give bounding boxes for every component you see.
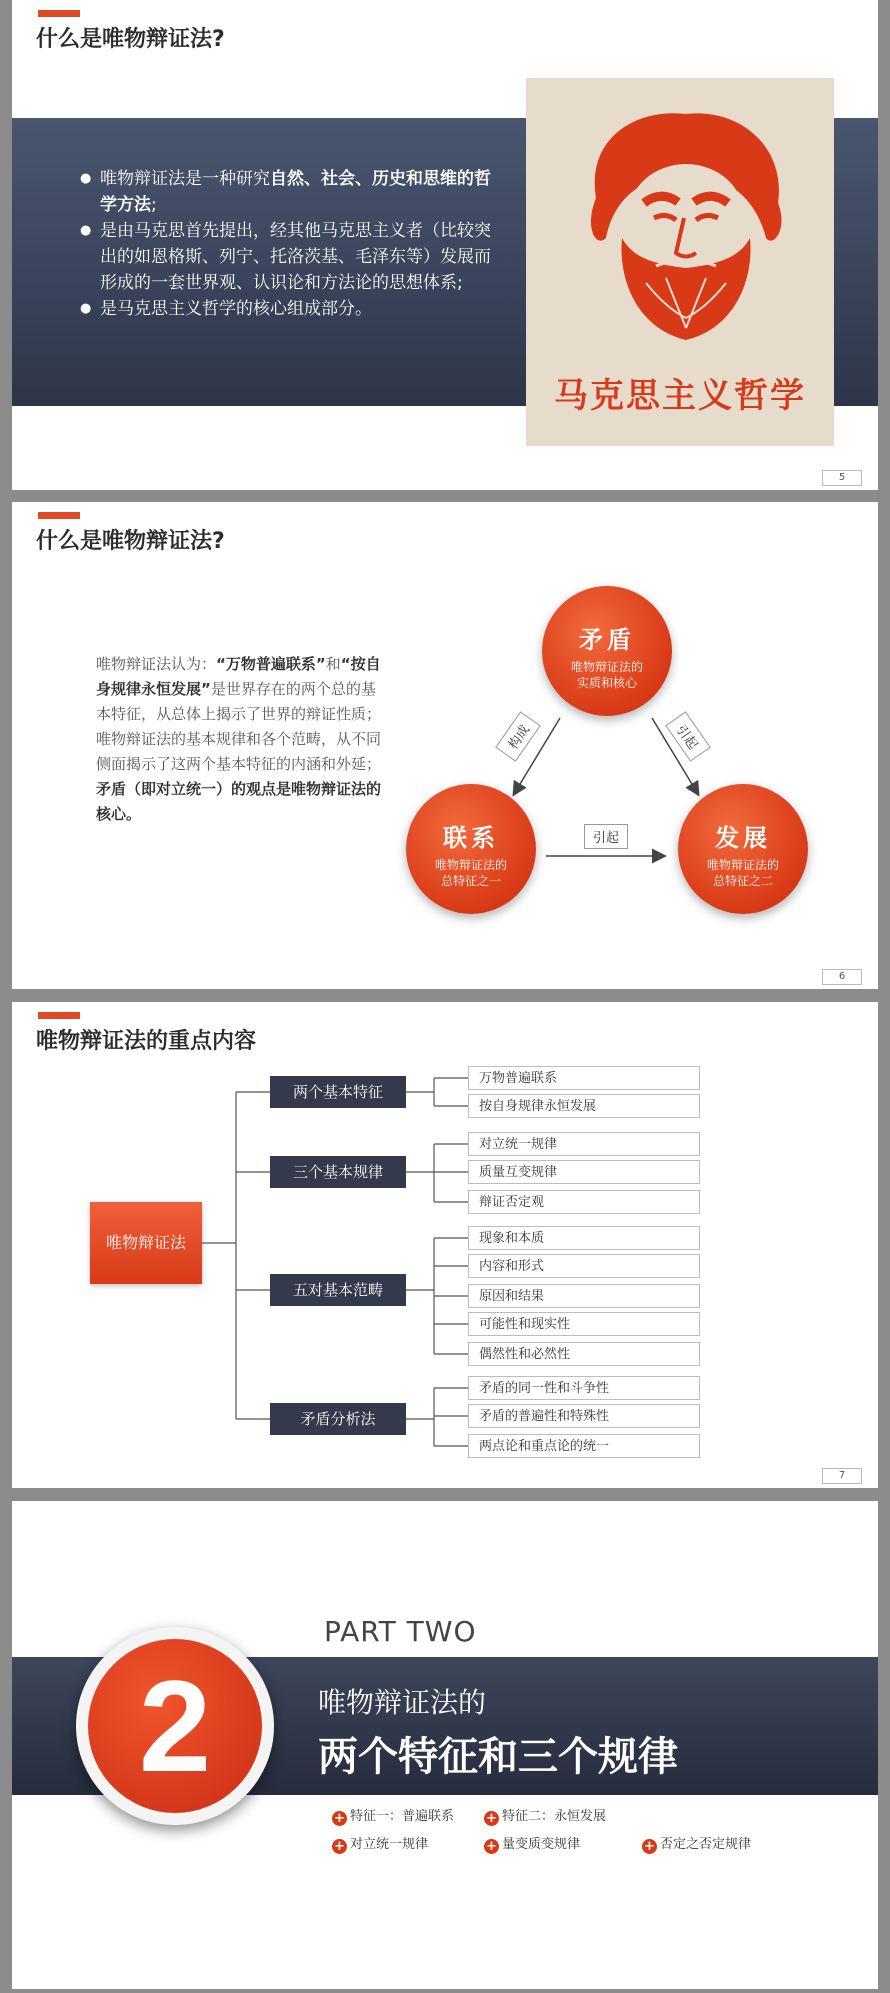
- section-number: 2: [88, 1639, 262, 1813]
- plus-icon: +: [332, 1811, 347, 1826]
- slide-title: 唯物辩证法的重点内容: [36, 1029, 257, 1054]
- mindmap-leaf: 矛盾的普遍性和特殊性: [468, 1404, 700, 1428]
- topic-tag: + 量变质变规律: [484, 1833, 580, 1854]
- mindmap-leaf: 万物普遍联系: [468, 1066, 700, 1090]
- label-causes-right: 引起: [665, 711, 711, 761]
- portrait-image: [526, 78, 834, 368]
- title-accent-bar: [38, 10, 80, 17]
- page-number: 7: [822, 1468, 862, 1484]
- mindmap-root: 唯物辩证法: [90, 1202, 202, 1284]
- mindmap-node: 矛盾分析法: [270, 1403, 406, 1435]
- topic-tag: + 否定之否定规律: [642, 1833, 751, 1854]
- definition-paragraph: 唯物辩证法认为：“万物普遍联系”和“按自身规律永恒发展”是世界存在的两个总的基本特征，从总体上揭示了世界的辩证性质；唯物辩证法的基本规律和各个范畴，从不同侧面揭示了这两个基本特征的内涵和外延；矛盾（即对立统一）的观点是唯物辩证法的核心。: [96, 655, 382, 823]
- relation-arrows: [12, 502, 878, 989]
- topic-tag: + 对立统一规律: [332, 1833, 428, 1854]
- topic-tag: + 特征二：永恒发展: [484, 1805, 606, 1826]
- bullet-list: [80, 166, 500, 322]
- label-causes-bottom: 引起: [584, 824, 628, 849]
- slide-title: 什么是唯物辩证法?: [36, 27, 225, 52]
- mindmap-leaf: 辩证否定观: [468, 1190, 700, 1214]
- mindmap-leaf: 两点论和重点论的统一: [468, 1434, 700, 1458]
- number-badge: [76, 1627, 274, 1825]
- mindmap-leaf: 现象和本质: [468, 1226, 700, 1250]
- mindmap-node: 五对基本范畴: [270, 1274, 406, 1306]
- slide-title: 什么是唯物辩证法?: [36, 529, 225, 554]
- portrait-caption: 马克思主义哲学: [554, 376, 806, 416]
- plus-icon: +: [484, 1811, 499, 1826]
- mindmap-leaf: 质量互变规律: [468, 1160, 700, 1184]
- mindmap-node: 三个基本规律: [270, 1156, 406, 1188]
- mindmap-leaf: 偶然性和必然性: [468, 1342, 700, 1366]
- label-constitutes: 构成: [495, 711, 541, 761]
- bullet-item: ● 是由马克思首先提出，经其他马克思主义者（比较突出的如恩格斯、列宁、托洛茨基、毛泽东等）发展而形成的一套世界观、认识论和方法论的思想体系;: [80, 218, 500, 296]
- mindmap-leaf: 对立统一规律: [468, 1132, 700, 1156]
- plus-icon: +: [484, 1839, 499, 1854]
- mindmap-leaf: 原因和结果: [468, 1284, 700, 1308]
- page-number: 5: [822, 470, 862, 486]
- mindmap-leaf: 可能性和现实性: [468, 1312, 700, 1336]
- mindmap-node: 两个基本特征: [270, 1076, 406, 1108]
- circle-development: 发展 唯物辩证法的 总特征之二: [678, 784, 808, 914]
- slide-8: [12, 1501, 878, 1989]
- mindmap-leaf: 矛盾的同一性和斗争性: [468, 1376, 700, 1400]
- mindmap-leaf: 按自身规律永恒发展: [468, 1094, 700, 1118]
- plus-icon: +: [642, 1839, 657, 1854]
- slide-6: [12, 502, 878, 989]
- section-subtitle: 唯物辩证法的: [318, 1686, 487, 1719]
- marx-portrait: [526, 78, 834, 446]
- slide-5: [12, 0, 878, 490]
- section-title: 两个特征和三个规律: [318, 1734, 678, 1780]
- part-label: PART TWO: [324, 1615, 477, 1648]
- plus-icon: +: [332, 1839, 347, 1854]
- slide-7: [12, 1002, 878, 1488]
- mindmap-leaf: 内容和形式: [468, 1254, 700, 1278]
- bullet-item: ● 是马克思主义哲学的核心组成部分。: [80, 296, 500, 322]
- topic-tag: + 特征一：普遍联系: [332, 1805, 454, 1826]
- circle-contradiction: 矛盾 唯物辩证法的 实质和核心: [542, 586, 672, 716]
- bullet-item: ● 唯物辩证法是一种研究自然、社会、历史和思维的哲学方法;: [80, 166, 500, 218]
- page-number: 6: [822, 969, 862, 985]
- circle-connection: 联系 唯物辩证法的 总特征之一: [406, 784, 536, 914]
